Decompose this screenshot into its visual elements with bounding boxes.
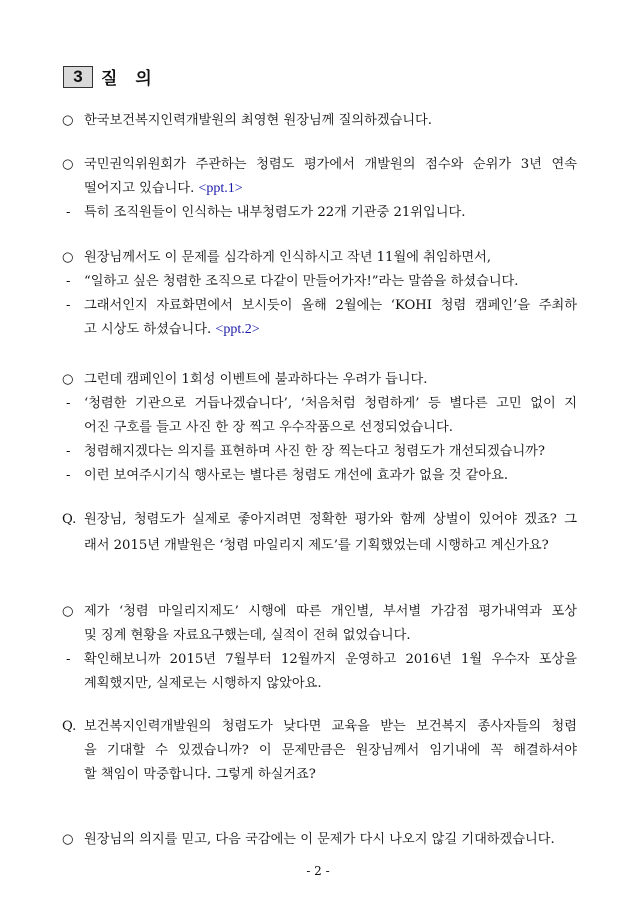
line-text xyxy=(84,296,577,316)
line-text xyxy=(84,765,577,785)
line-text-content: 계획했지만, 실제로는 시행하지 않았아요. xyxy=(84,676,322,691)
line-text-content: 을 기대할 수 있겠습니까? 이 문제만큼은 원장님께서 임기내에 꼭 해결하셔야 xyxy=(84,743,577,758)
line-text xyxy=(84,418,577,438)
line-text xyxy=(84,717,577,737)
line-text xyxy=(84,155,577,175)
ppt-reference: <ppt.1> xyxy=(198,181,243,196)
bullet-marker: - xyxy=(66,396,71,411)
bullet-marker: - xyxy=(66,274,71,289)
line-text-content: 그래서인지 자료화면에서 보시듯이 올해 2월에는 ‘KOHI 청렴 캠페인’을 주최하 xyxy=(84,298,577,313)
text-line xyxy=(0,111,636,131)
text-line xyxy=(0,418,636,438)
text-line xyxy=(0,466,636,486)
text-line xyxy=(0,296,636,316)
text-line xyxy=(0,248,636,268)
line-text xyxy=(84,602,577,622)
line-text xyxy=(84,203,577,223)
line-text xyxy=(84,536,577,556)
line-text xyxy=(84,830,577,850)
line-text-content: 이런 보여주시기식 행사로는 별다른 청렴도 개선에 효과가 없을 것 같아요. xyxy=(84,468,509,483)
text-line xyxy=(0,717,636,737)
line-text-content: 원장님, 청렴도가 실제로 좋아지려면 정확한 평가와 함께 상벌이 있어야 겠죠? 그 xyxy=(84,512,577,527)
text-line xyxy=(0,650,636,670)
bullet-marker: - xyxy=(66,652,71,667)
text-line xyxy=(0,510,636,530)
line-text xyxy=(84,111,577,131)
line-text xyxy=(84,674,577,694)
text-line xyxy=(0,442,636,462)
text-line xyxy=(0,370,636,390)
text-line xyxy=(0,179,636,199)
text-line xyxy=(0,741,636,761)
line-text-content: 청렴해지겠다는 의지를 표현하며 사진 한 장 찍는다고 청렴도가 개선되겠습니까? xyxy=(84,444,545,459)
line-text-content: 원장님께서도 이 문제를 심각하게 인식하시고 작년 11월에 취임하면서, xyxy=(84,250,492,265)
line-text-content: 고 시상도 하셨습니다. xyxy=(84,322,216,337)
line-text-content: 래서 2015년 개발원은 ‘청렴 마일리지 제도’를 기획했었는데 시행하고 계신가요? xyxy=(84,538,549,553)
text-line xyxy=(0,394,636,414)
text-line xyxy=(0,272,636,292)
bullet-marker: - xyxy=(66,205,71,220)
line-text xyxy=(84,741,577,761)
text-line xyxy=(0,674,636,694)
bullet-marker: Q. xyxy=(62,719,77,734)
bullet-marker: Q. xyxy=(62,512,77,527)
text-line xyxy=(0,203,636,223)
line-text-content: “일하고 싶은 청렴한 조직으로 다같이 만들어가자!”라는 말씀을 하셨습니다. xyxy=(84,274,519,289)
line-text-content: 및 징계 현황을 자료요구했는데, 실적이 전혀 없었습니다. xyxy=(84,628,411,643)
line-text-content: ‘청렴한 기관으로 거듭나겠습니다’, ‘처음처럼 청렴하게’ 등 별다른 고민 없이 지 xyxy=(84,396,577,411)
bullet-marker: ○ xyxy=(62,372,74,387)
bullet-marker: - xyxy=(66,444,71,459)
text-line xyxy=(0,320,636,340)
line-text xyxy=(84,179,577,199)
line-text xyxy=(84,370,577,390)
text-line xyxy=(0,602,636,622)
line-text-content: 떨어지고 있습니다. xyxy=(84,181,199,196)
line-text xyxy=(84,626,577,646)
line-text xyxy=(84,272,577,292)
text-line xyxy=(0,830,636,850)
line-text-content: 확인해보니까 2015년 7월부터 12월까지 운영하고 2016년 1월 우수자 포상을 xyxy=(84,652,577,667)
text-line xyxy=(0,626,636,646)
line-text xyxy=(84,466,577,486)
line-text-content: 어진 구호를 들고 사진 한 장 찍고 우수작품으로 선정되었습니다. xyxy=(84,420,453,435)
text-line xyxy=(0,765,636,785)
line-text xyxy=(84,394,577,414)
line-text xyxy=(84,650,577,670)
section-number: 3 xyxy=(63,66,93,88)
ppt-reference: <ppt.2> xyxy=(215,322,260,337)
line-text xyxy=(84,510,577,530)
bullet-marker: ○ xyxy=(62,113,74,128)
line-text-content: 할 책임이 막중합니다. 그렇게 하실거죠? xyxy=(84,767,316,782)
bullet-marker: - xyxy=(66,468,71,483)
page-number: - 2 - xyxy=(306,864,330,878)
line-text xyxy=(84,442,577,462)
text-line xyxy=(0,536,636,556)
line-text-content: 한국보건복지인력개발원의 최영현 원장님께 질의하겠습니다. xyxy=(84,113,432,128)
bullet-marker: - xyxy=(66,298,71,313)
bullet-marker: ○ xyxy=(62,832,74,847)
text-line xyxy=(0,155,636,175)
line-text-content: 국민권익위원회가 주관하는 청렴도 평가에서 개발원의 점수와 순위가 3년 연속 xyxy=(84,157,577,172)
section-heading xyxy=(63,64,158,89)
line-text-content: 그런데 캠페인이 1회성 이벤트에 불과하다는 우려가 듭니다. xyxy=(84,372,428,387)
line-text-content: 보건복지인력개발원의 청렴도가 낮다면 교육을 받는 보건복지 종사자들의 청렴 xyxy=(84,719,577,734)
line-text xyxy=(84,248,577,268)
section-title: 질 의 xyxy=(101,69,158,89)
line-text-content: 원장님의 의지를 믿고, 다음 국감에는 이 문제가 다시 나오지 않길 기대하겠습니다. xyxy=(84,832,555,847)
bullet-marker: ○ xyxy=(62,250,74,265)
bullet-marker: ○ xyxy=(62,604,74,619)
line-text-content: 특히 조직원들이 인식하는 내부청렴도가 22개 기관중 21위입니다. xyxy=(84,205,466,220)
line-text xyxy=(84,320,577,340)
line-text-content: 제가 ‘청렴 마일리지제도’ 시행에 따른 개인별, 부서별 가감점 평가내역과 포상 xyxy=(84,604,577,619)
bullet-marker: ○ xyxy=(62,157,74,172)
